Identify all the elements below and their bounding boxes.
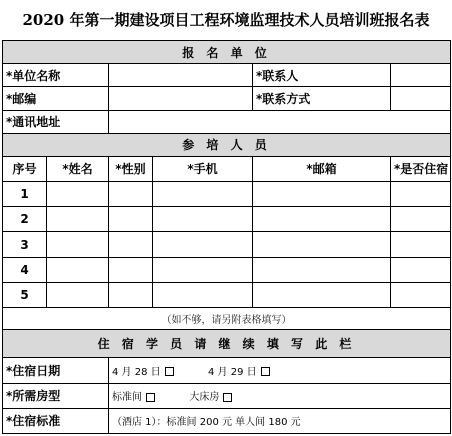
- table-row: [3, 257, 451, 282]
- room-option-2-label: 大床房: [189, 392, 220, 404]
- lodging-cell[interactable]: [391, 207, 451, 232]
- column-header-name: *姓名: [47, 156, 109, 181]
- table-row: [3, 207, 451, 232]
- lodging-cell[interactable]: [391, 282, 451, 307]
- address-label: *通讯地址: [3, 110, 109, 133]
- unit-section-heading: 报 名 单 位: [3, 41, 451, 64]
- gender-cell[interactable]: [109, 207, 153, 232]
- gender-cell[interactable]: [109, 182, 153, 207]
- registration-form: [2, 40, 451, 434]
- table-note: （如不够，请另附表格填写）: [3, 307, 451, 329]
- table-row: [3, 282, 451, 307]
- email-cell[interactable]: [253, 232, 391, 257]
- contact-person-field[interactable]: [391, 64, 451, 87]
- name-cell[interactable]: [47, 182, 109, 207]
- table-row: [3, 232, 451, 257]
- row-index: 1: [3, 182, 47, 207]
- room-option-2-checkbox[interactable]: [223, 393, 232, 402]
- phone-cell[interactable]: [153, 282, 253, 307]
- contact-method-label: *联系方式: [253, 87, 391, 110]
- column-header-lodging: *是否住宿: [391, 156, 451, 181]
- room-option-1-checkbox[interactable]: [146, 393, 155, 402]
- lodging-cell[interactable]: [391, 182, 451, 207]
- rate-label: *住宿标准: [3, 408, 109, 433]
- date-option-1-checkbox[interactable]: [165, 367, 174, 376]
- address-field[interactable]: [109, 110, 451, 133]
- gender-cell[interactable]: [109, 257, 153, 282]
- table-row: [3, 182, 451, 207]
- column-header-phone: *手机: [153, 156, 253, 181]
- unit-name-label: *单位名称: [3, 64, 109, 87]
- name-cell[interactable]: [47, 282, 109, 307]
- phone-cell[interactable]: [153, 182, 253, 207]
- name-cell[interactable]: [47, 207, 109, 232]
- lodging-date-options: [109, 358, 451, 383]
- room-type-options: [109, 383, 451, 408]
- lodging-section-heading: 住 宿 学 员 请 继 续 填 写 此 栏: [3, 330, 451, 358]
- email-cell[interactable]: [253, 182, 391, 207]
- trainees-section-heading: 参 培 人 员: [3, 133, 451, 156]
- gender-cell[interactable]: [109, 282, 153, 307]
- date-option-2-checkbox[interactable]: [261, 367, 270, 376]
- gender-cell[interactable]: [109, 232, 153, 257]
- form-title: 2020 年第一期建设项目工程环境监理技术人员培训班报名表: [22, 11, 430, 29]
- contact-method-field[interactable]: [391, 87, 451, 110]
- lodging-cell[interactable]: [391, 232, 451, 257]
- name-cell[interactable]: [47, 257, 109, 282]
- phone-cell[interactable]: [153, 207, 253, 232]
- row-index: 5: [3, 282, 47, 307]
- row-index: 3: [3, 232, 47, 257]
- phone-cell[interactable]: [153, 232, 253, 257]
- email-cell[interactable]: [253, 207, 391, 232]
- contact-person-label: *联系人: [253, 64, 391, 87]
- rate-text: （酒店 1）：标准间 200 元 单人间 180 元: [109, 408, 451, 433]
- date-option-2-label: 4 月 29 日: [208, 366, 257, 378]
- email-cell[interactable]: [253, 282, 391, 307]
- row-index: 4: [3, 257, 47, 282]
- lodging-date-label: *住宿日期: [3, 358, 109, 383]
- column-header-index: 序号: [3, 156, 47, 181]
- row-index: 2: [3, 207, 47, 232]
- column-header-gender: *性别: [109, 156, 153, 181]
- lodging-cell[interactable]: [391, 257, 451, 282]
- room-type-label: *所需房型: [3, 383, 109, 408]
- date-option-1-label: 4 月 28 日: [112, 366, 161, 378]
- email-cell[interactable]: [253, 257, 391, 282]
- name-cell[interactable]: [47, 232, 109, 257]
- column-header-email: *邮箱: [253, 156, 391, 181]
- unit-name-field[interactable]: [109, 64, 253, 87]
- room-option-1-label: 标准间: [112, 392, 142, 404]
- phone-cell[interactable]: [153, 257, 253, 282]
- postcode-label: *邮编: [3, 87, 109, 110]
- postcode-field[interactable]: [109, 87, 253, 110]
